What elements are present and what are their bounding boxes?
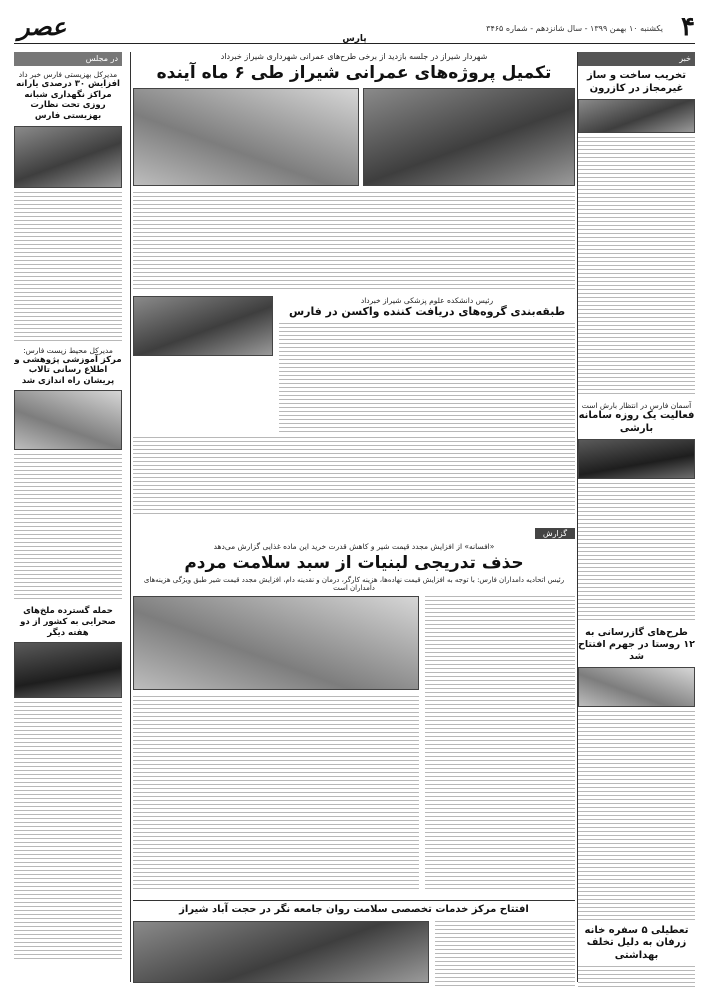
- right-headline-3: طرح‌های گازرسانی به ۱۲ روستا در جهرم افتتاح شد: [578, 627, 695, 662]
- right-headline-1: تخریب ساخت و ساز غیرمجاز در کازرون: [587, 70, 686, 94]
- column-rule-left: [130, 52, 131, 982]
- page-number: ۴: [681, 12, 695, 42]
- right-body-4: [578, 966, 695, 987]
- locust-photo: [14, 642, 122, 698]
- main-area: [133, 52, 575, 987]
- lead-kicker: شهردار شیراز در جلسه بازدید از برخی طرح‌های عمرانی شهرداری شیراز خبرداد: [220, 52, 488, 61]
- story-vaccine-text: [279, 296, 575, 435]
- ribbon-cutting-photo: [133, 921, 429, 983]
- report-body-right: [425, 596, 575, 892]
- story-vaccine-headline: طبقه‌بندی گروه‌های دریافت کننده واکسن در فارس: [288, 305, 566, 319]
- demolition-photo: [578, 99, 695, 133]
- lead-body: [133, 192, 575, 292]
- construction-site-photo-2: [133, 88, 359, 186]
- left-body-2: [14, 454, 122, 602]
- lead-headline: تکمیل پروژه‌های عمرانی شیراز طی ۶ ماه آینده: [156, 63, 552, 83]
- left-headline-2: مرکز آموزشی پژوهشی و اطلاع رسانی تالاب پریشان راه اندازی شد: [14, 354, 122, 386]
- right-body-1: [578, 137, 695, 397]
- report-badge: گزارش: [535, 528, 575, 539]
- meeting-photo: [133, 296, 273, 356]
- bottom-headline: افتتاح مرکز خدمات تخصصی سلامت روان جامعه نگر در حجت آباد شیراز: [133, 900, 575, 917]
- right-headline-2: فعالیت یک روزه سامانه بارشی: [578, 410, 695, 434]
- right-body-2: [578, 483, 695, 623]
- left-column-tag: در مجلس: [14, 52, 122, 66]
- construction-site-photo-1: [363, 88, 575, 186]
- bottom-story: [133, 921, 575, 987]
- report-header: [133, 521, 575, 540]
- left-kicker-1: مدیرکل بهزیستی فارس خبر داد: [18, 70, 118, 79]
- wetland-photo: [14, 390, 122, 450]
- report-middle: [133, 596, 419, 892]
- rain-photo: [578, 439, 695, 479]
- official-portrait-photo: [14, 126, 122, 188]
- report-headline: حذف تدریجی لبنیات از سبد سلامت مردم: [184, 553, 524, 573]
- bottom-middle: [133, 921, 429, 987]
- bottom-body-right: [435, 921, 575, 987]
- dairy-shop-photo: [133, 596, 419, 690]
- story-continuation: [133, 437, 575, 517]
- story-vaccine-kicker: رئیس دانشکده علوم پزشکی شیراز خبرداد: [360, 296, 494, 306]
- right-headline-4: تعطیلی ۵ سفره خانه زرفان به دلیل تخلف بهداشتی: [584, 924, 689, 961]
- left-headline-3: حمله گسترده ملخ‌های صحرایی به کشور از دو هفته دیگر: [20, 606, 116, 638]
- right-body-3: [578, 711, 695, 921]
- newspaper-logo: عصر: [18, 12, 67, 41]
- story-vaccine-body: [279, 323, 575, 435]
- report-content: [133, 596, 575, 892]
- dateline: یکشنبه ۱۰ بهمن ۱۳۹۹ - سال شانزدهم - شماره ۳۴۶۵: [486, 24, 663, 33]
- left-column: [14, 52, 122, 962]
- left-body-3: [14, 702, 122, 962]
- right-column: [578, 52, 695, 987]
- story-vaccine: [133, 296, 575, 435]
- lead-photos: [133, 88, 575, 186]
- left-headline-1: افزایش ۳۰ درصدی یارانه مراکز نگهداری شبانه روزی تحت نظارت بهزیستی فارس: [16, 79, 120, 121]
- report-subhead: رئیس اتحادیه دامداران فارس: با توجه به افزایش قیمت نهاده‌ها، هزینه کارگر، درمان و نقدینه دام، افزایش مجدد قیمت شیر طبق ویژگی هزینه‌های دامداران است: [143, 576, 565, 593]
- left-body-1: [14, 192, 122, 342]
- right-column-tag: خبر: [578, 52, 695, 66]
- gas-project-photo: [578, 667, 695, 707]
- left-kicker-2: مدیرکل محیط زیست فارس:: [23, 345, 113, 355]
- report-body-middle: [133, 696, 419, 892]
- right-subhead-2: آسمان فارس در انتظار بارش است: [581, 401, 692, 410]
- report-kicker: «افسانه» از افزایش مجدد قیمت شیر و کاهش قدرت خرید این ماده غذایی گزارش می‌دهد: [213, 542, 495, 551]
- section-title: پارس: [342, 34, 367, 44]
